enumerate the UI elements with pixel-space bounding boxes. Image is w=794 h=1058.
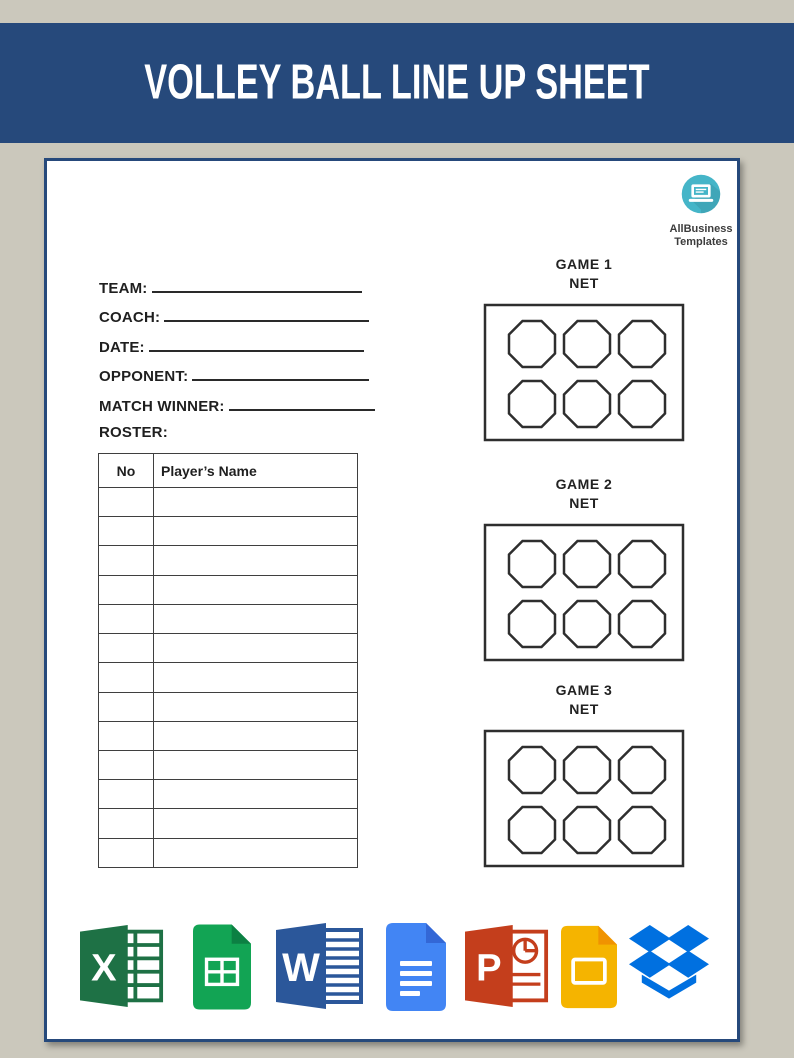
google-docs-icon[interactable] [386, 923, 446, 1016]
roster-no-cell [99, 663, 154, 692]
roster-empty-row [99, 634, 358, 663]
microsoft-word-icon[interactable] [276, 923, 364, 1014]
roster-no-cell [99, 575, 154, 604]
field-roster [99, 424, 168, 448]
roster-no-cell [99, 838, 154, 867]
microsoft-powerpoint-icon[interactable] [465, 923, 549, 1014]
roster-no-cell [99, 634, 154, 663]
roster-name-cell [154, 721, 358, 750]
roster-no-cell [99, 546, 154, 575]
roster-header-row [99, 454, 358, 488]
roster-empty-row [99, 838, 358, 867]
game-section [483, 475, 685, 663]
roster-name-cell [154, 575, 358, 604]
court-diagram [483, 523, 685, 663]
net-label: NET [569, 275, 599, 291]
roster-name-cell [154, 488, 358, 517]
roster-empty-row [99, 809, 358, 838]
game-title: GAME 2 [555, 476, 613, 492]
title-banner [0, 23, 794, 143]
roster-name-cell [154, 809, 358, 838]
roster-empty-row [99, 663, 358, 692]
match-winner-blank-line [229, 396, 375, 411]
roster-no-cell [99, 692, 154, 721]
roster-name-cell [154, 750, 358, 779]
field-date [99, 337, 364, 361]
match-winner-label: MATCH WINNER: [99, 398, 225, 415]
laptop-icon [680, 173, 722, 215]
roster-table [98, 453, 358, 868]
roster-no-cell [99, 780, 154, 809]
court-diagram [483, 729, 685, 869]
column-header-no: No [99, 454, 154, 488]
field-team [99, 278, 362, 302]
court-diagram [483, 303, 685, 443]
team-label: TEAM: [99, 280, 148, 297]
field-coach [99, 307, 369, 331]
allbusiness-templates-logo[interactable] [651, 173, 751, 249]
roster-no-cell [99, 488, 154, 517]
roster-name-cell [154, 517, 358, 546]
roster-name-cell [154, 546, 358, 575]
roster-no-cell [99, 809, 154, 838]
roster-empty-row [99, 604, 358, 633]
opponent-blank-line [192, 366, 369, 381]
roster-no-cell [99, 721, 154, 750]
team-blank-line [152, 278, 362, 293]
google-slides-icon[interactable] [561, 923, 617, 1016]
microsoft-excel-icon[interactable] [80, 923, 164, 1014]
net-label: NET [569, 495, 599, 511]
roster-name-cell [154, 634, 358, 663]
roster-empty-row [99, 750, 358, 779]
roster-no-cell [99, 517, 154, 546]
game-title: GAME 1 [555, 256, 613, 272]
logo-text-line2: Templates [674, 236, 728, 248]
roster-empty-row [99, 721, 358, 750]
roster-empty-row [99, 575, 358, 604]
game-title: GAME 3 [555, 682, 613, 698]
roster-empty-row [99, 517, 358, 546]
roster-empty-row [99, 692, 358, 721]
field-opponent [99, 366, 369, 390]
google-sheets-icon[interactable] [193, 923, 251, 1016]
roster-empty-row [99, 546, 358, 575]
column-header-players-name: Player’s Name [154, 454, 358, 488]
opponent-label: OPPONENT: [99, 368, 189, 385]
dropbox-icon[interactable] [629, 923, 709, 1012]
roster-table-body [99, 488, 358, 868]
field-match-winner [99, 396, 375, 420]
roster-name-cell [154, 838, 358, 867]
game-section [483, 255, 685, 443]
roster-name-cell [154, 663, 358, 692]
roster-label: ROSTER: [99, 424, 168, 441]
coach-blank-line [164, 307, 369, 322]
net-label: NET [569, 701, 599, 717]
roster-name-cell [154, 780, 358, 809]
roster-name-cell [154, 692, 358, 721]
game-section [483, 681, 685, 869]
roster-empty-row [99, 780, 358, 809]
logo-text-line1: AllBusiness [669, 223, 733, 235]
roster-no-cell [99, 750, 154, 779]
date-label: DATE: [99, 339, 145, 356]
svg-text:X: X [91, 946, 117, 990]
date-blank-line [149, 337, 364, 352]
coach-label: COACH: [99, 309, 161, 326]
roster-name-cell [154, 604, 358, 633]
page-title: VOLLEY BALL LINE UP SHEET [144, 55, 650, 110]
svg-text:W: W [282, 946, 320, 990]
document-preview [44, 158, 740, 1042]
svg-text:P: P [476, 946, 502, 990]
roster-empty-row [99, 488, 358, 517]
roster-no-cell [99, 604, 154, 633]
